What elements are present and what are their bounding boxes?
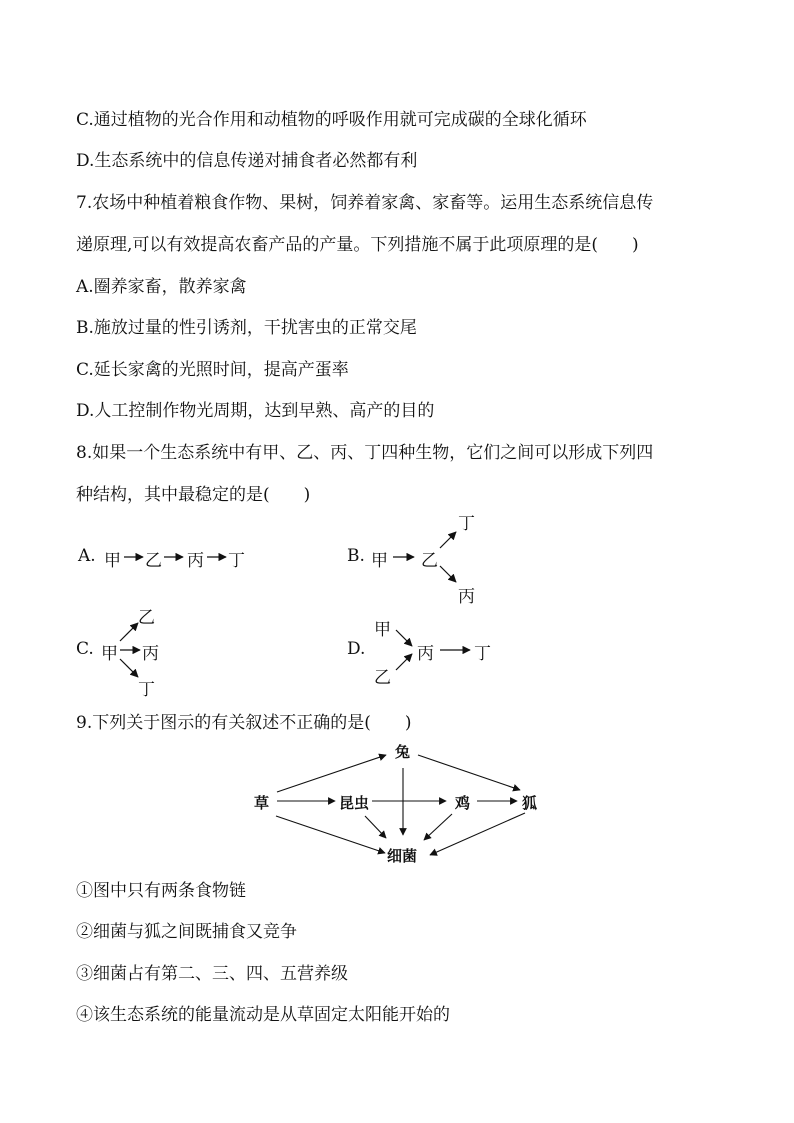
web-node-insect: 昆虫 <box>339 794 370 812</box>
q7-stem-line2: 递原理,可以有效提高农畜产品的产量。下列措施不属于此项原理的是( ) <box>76 235 639 255</box>
q8-stem-line1: 8.如果一个生态系统中有甲、乙、丙、丁四种生物，它们之间可以形成下列四 <box>76 443 654 463</box>
option-d-node-4: 丁 <box>474 644 491 664</box>
option-d-node-1: 甲 <box>374 620 391 640</box>
q9-statement-1: ①图中只有两条食物链 <box>76 881 246 901</box>
option-a-node-4: 丁 <box>228 551 245 571</box>
q7-stem-line1: 7.农场中种植着粮食作物、果树，饲养着家禽、家畜等。运用生态系统信息传 <box>76 193 654 213</box>
q7-option-c: C.延长家禽的光照时间，提高产蛋率 <box>76 360 349 380</box>
q8-stem-line2: 种结构，其中最稳定的是( ) <box>76 485 311 505</box>
option-d-node-3: 丙 <box>417 644 434 664</box>
q9-stem: 9.下列关于图示的有关叙述不正确的是( ) <box>76 713 412 733</box>
q9-statement-3: ③细菌占有第二、三、四、五营养级 <box>76 964 348 984</box>
q6-option-d: D.生态系统中的信息传递对捕食者必然都有利 <box>76 151 418 171</box>
option-c-arrows <box>120 623 140 677</box>
q7-option-b: B.施放过量的性引诱剂，干扰害虫的正常交尾 <box>76 318 417 338</box>
food-web-arrows <box>276 755 525 855</box>
q7-option-a: A.圈养家畜，散养家禽 <box>76 277 247 297</box>
q7-option-d: D.人工控制作物光周期，达到早熟、高产的目的 <box>76 401 435 421</box>
option-d-node-2: 乙 <box>374 668 391 688</box>
q9-statement-4: ④该生态系统的能量流动是从草固定太阳能开始的 <box>76 1005 450 1025</box>
option-c-node-1: 甲 <box>101 644 118 664</box>
option-c-prefix: C. <box>76 639 94 659</box>
option-b-node-4: 丙 <box>458 587 475 607</box>
web-node-grass: 草 <box>254 794 270 812</box>
option-c-node-2: 乙 <box>138 608 155 628</box>
option-b-prefix: B. <box>347 546 365 566</box>
web-node-fox: 狐 <box>522 794 538 812</box>
option-a-node-1: 甲 <box>104 551 121 571</box>
option-b-node-2: 乙 <box>421 551 438 571</box>
q6-option-c: C.通过植物的光合作用和动植物的呼吸作用就可完成碳的全球化循环 <box>76 110 587 130</box>
web-node-rabbit: 兔 <box>395 743 411 761</box>
option-a-node-2: 乙 <box>145 551 162 571</box>
web-node-bacteria: 细菌 <box>387 847 418 865</box>
option-a-prefix: A. <box>78 546 96 566</box>
option-b-node-1: 甲 <box>371 551 388 571</box>
option-c-node-3: 丙 <box>142 644 159 664</box>
option-c-node-4: 丁 <box>138 680 155 700</box>
option-d-prefix: D. <box>347 639 366 659</box>
q9-statement-2: ②细菌与狐之间既捕食又竞争 <box>76 922 297 942</box>
option-b-node-3: 丁 <box>458 514 475 534</box>
option-a-node-3: 丙 <box>187 551 204 571</box>
web-node-chicken: 鸡 <box>455 794 471 812</box>
